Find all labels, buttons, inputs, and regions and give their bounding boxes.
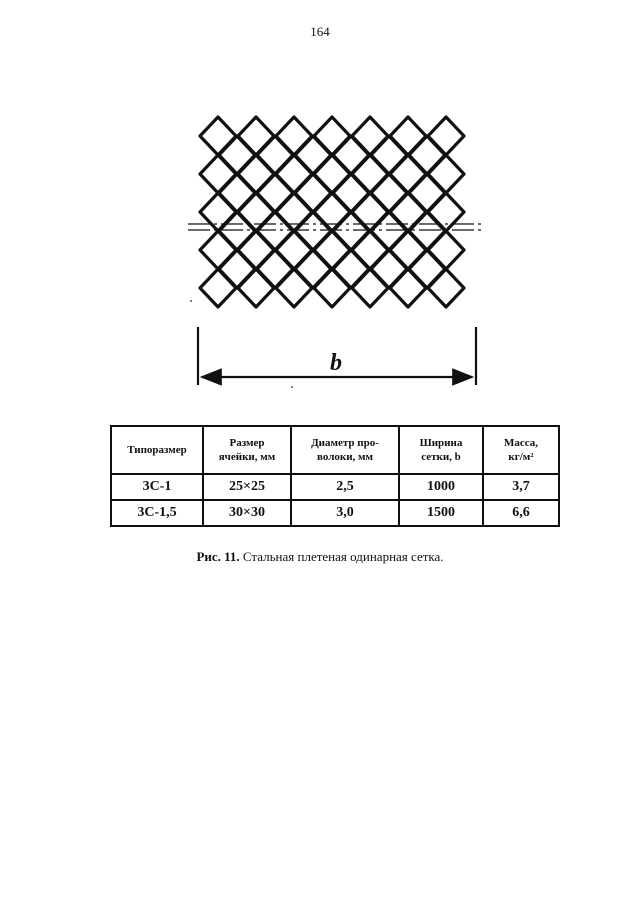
mesh-cell <box>390 193 426 231</box>
table-row <box>111 500 559 526</box>
mesh-cell <box>219 212 255 250</box>
mesh-cell <box>200 155 236 193</box>
mesh-pattern <box>200 117 464 307</box>
dimension-label: b <box>330 350 342 376</box>
cell-mesh-width: 1500 <box>399 500 483 526</box>
cell-type: 3С-1,5 <box>111 500 203 526</box>
mesh-cell <box>314 117 350 155</box>
cell-type: 3С-1 <box>111 474 203 500</box>
mesh-cell <box>371 212 407 250</box>
table-header-row <box>111 426 559 474</box>
scan-speck <box>190 300 192 302</box>
table-row <box>111 474 559 500</box>
cell-mass: 6,6 <box>483 500 559 526</box>
page-number: 164 <box>310 24 330 39</box>
cell-mass: 3,7 <box>483 474 559 500</box>
mesh-cell <box>238 269 274 307</box>
mesh-cell <box>295 250 331 288</box>
mesh-cell <box>352 117 388 155</box>
cell-mesh-width: 1000 <box>399 474 483 500</box>
mesh-cell <box>276 231 312 269</box>
mesh-cell <box>428 155 464 193</box>
mesh-cell <box>390 231 426 269</box>
mesh-cell <box>257 136 293 174</box>
caption-text: Стальная плетеная одинарная сетка. <box>239 549 444 564</box>
cell-wire-diameter: 3,0 <box>291 500 399 526</box>
mesh-cell <box>295 174 331 212</box>
mesh-cell <box>314 231 350 269</box>
mesh-cell <box>276 269 312 307</box>
mesh-cell <box>428 231 464 269</box>
mesh-cell <box>371 250 407 288</box>
scan-speck <box>291 386 293 388</box>
mesh-cell <box>409 250 445 288</box>
mesh-cell <box>314 193 350 231</box>
header-type: Типоразмер <box>111 426 203 474</box>
wire-mesh-figure <box>186 105 486 395</box>
mesh-cell <box>428 269 464 307</box>
mesh-cell <box>276 117 312 155</box>
mesh-cell <box>333 212 369 250</box>
mesh-cell <box>314 269 350 307</box>
header-mass: Масса, кг/м² <box>483 426 559 474</box>
mesh-cell <box>200 193 236 231</box>
mesh-cell <box>257 250 293 288</box>
mesh-cell <box>352 193 388 231</box>
figure-caption <box>0 549 640 565</box>
caption-label: Рис. 11. <box>196 549 240 564</box>
mesh-cell <box>295 212 331 250</box>
mesh-cell <box>314 155 350 193</box>
mesh-cell <box>371 136 407 174</box>
header-wire-diameter: Диаметр про- волоки, мм <box>291 426 399 474</box>
cell-wire-diameter: 2,5 <box>291 474 399 500</box>
mesh-cell <box>276 193 312 231</box>
mesh-cell <box>333 174 369 212</box>
header-cell-size: Размер ячейки, мм <box>203 426 291 474</box>
mesh-cell <box>200 231 236 269</box>
mesh-cell <box>352 155 388 193</box>
mesh-cell <box>219 250 255 288</box>
mesh-cell <box>390 155 426 193</box>
mesh-cell <box>257 212 293 250</box>
mesh-cell <box>390 117 426 155</box>
mesh-cell <box>295 136 331 174</box>
mesh-cell <box>409 212 445 250</box>
mesh-cell <box>428 193 464 231</box>
mesh-cell <box>276 155 312 193</box>
mesh-cell <box>238 155 274 193</box>
mesh-cell <box>352 269 388 307</box>
mesh-cell <box>352 231 388 269</box>
mesh-cell <box>428 117 464 155</box>
mesh-spec-table <box>110 425 560 527</box>
mesh-cell <box>371 174 407 212</box>
wire-mesh-drawing <box>186 105 486 395</box>
mesh-cell <box>238 193 274 231</box>
mesh-cell <box>333 250 369 288</box>
mesh-cell <box>409 136 445 174</box>
cell-cell-size: 25×25 <box>203 474 291 500</box>
cell-cell-size: 30×30 <box>203 500 291 526</box>
mesh-cell <box>238 117 274 155</box>
mesh-cell <box>200 269 236 307</box>
mesh-cell <box>409 174 445 212</box>
mesh-cell <box>219 174 255 212</box>
mesh-cell <box>219 136 255 174</box>
mesh-cell <box>257 174 293 212</box>
mesh-cell <box>238 231 274 269</box>
mesh-cell <box>333 136 369 174</box>
mesh-cell <box>200 117 236 155</box>
mesh-cell <box>390 269 426 307</box>
header-mesh-width: Ширина сетки, b <box>399 426 483 474</box>
